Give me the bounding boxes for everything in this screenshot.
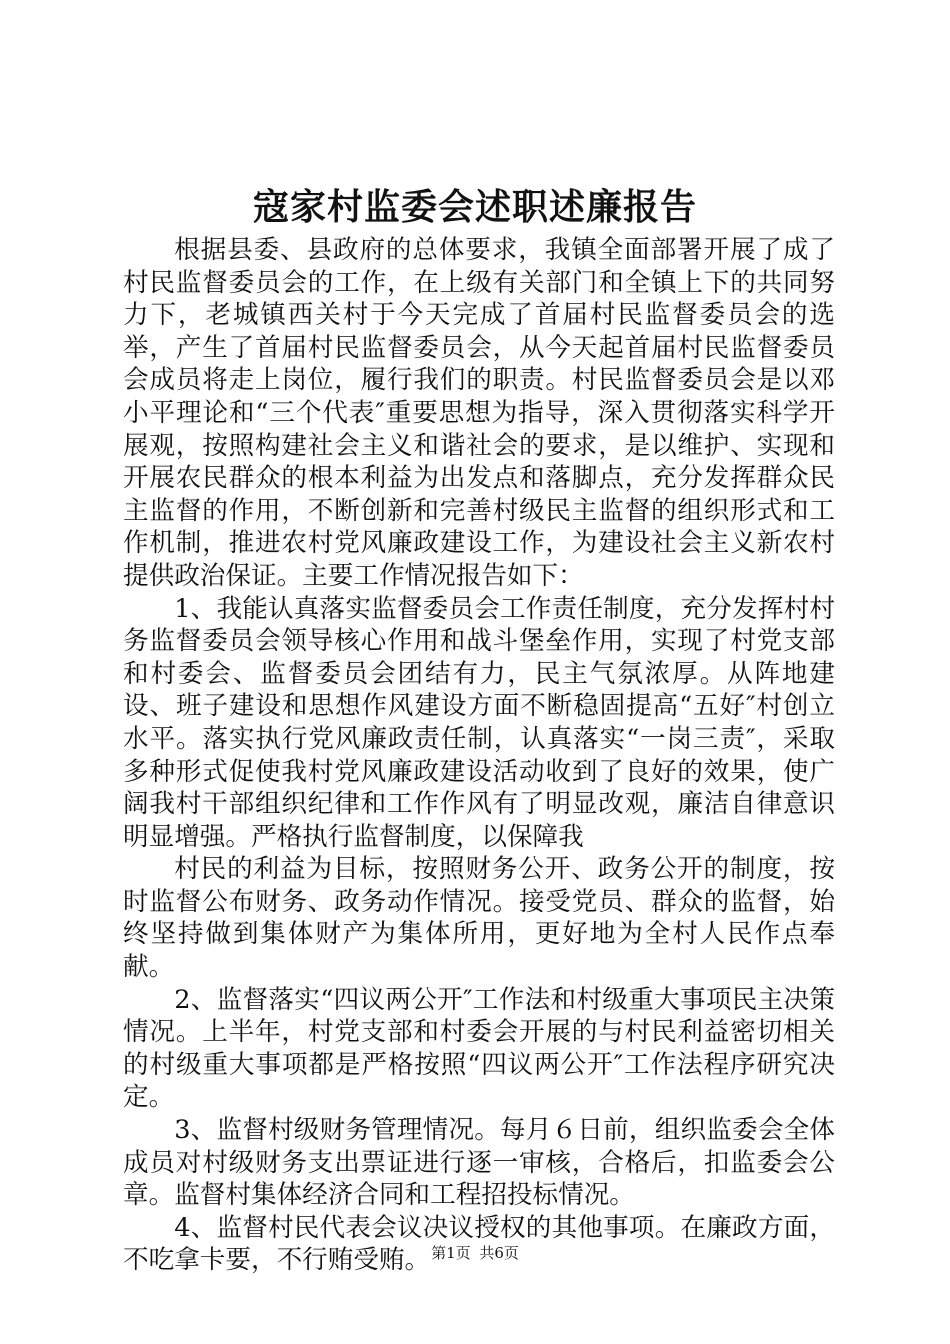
paragraph-item-4: 4、监督村民代表会议决议授权的其他事项。在廉政方面，不吃拿卡要，不行贿受贿。	[123, 1212, 835, 1276]
paragraph-item-1-continued: 村民的利益为目标，按照财务公开、政务公开的制度，按时监督公布财务、政务动作情况。接受党员、群众的监督，始终坚持做到集体财产为集体所用，更好地为全村人民作点奉献。	[123, 854, 835, 983]
document-body	[123, 234, 835, 1277]
page-number-footer: 第1页 共6页	[431, 1244, 519, 1262]
paragraph-item-3: 3、监督村级财务管理情况。每月６日前，组织监委会全体成员对村级财务支出票证进行逐一审核，合格后，扣监委会公章。监督村集体经济合同和工程招投标情况。	[123, 1115, 835, 1211]
document-title: 寇家村监委会述职述廉报告	[252, 186, 697, 228]
paragraph-intro: 根据县委、县政府的总体要求，我镇全面部署开展了成了村民监督委员会的工作，在上级有关部门和全镇上下的共同努力下，老城镇西关村于今天完成了首届村民监督委员会的选举，产生了首届村民监督委员会，从今天起首届村民监督委员会成员将走上岗位，履行我们的职责。村民监督委员会是以邓小平理论和“三个代表″重要思想为指导，深入贯彻落实科学开展观，按照构建社会主义和谐社会的要求，是以维护、实现和开展农民群众的根本利益为出发点和落脚点，充分发挥群众民主监督的作用，不断创新和完善村级民主监督的组织形式和工作机制，推进农村党风廉政建设工作，为建设社会主义新农村提供政治保证。主要工作情况报告如下：	[123, 235, 835, 591]
paragraph-item-1: 1、我能认真落实监督委员会工作责任制度，充分发挥村村务监督委员会领导核心作用和战斗堡垒作用，实现了村党支部和村委会、监督委员会团结有力，民主气氛浓厚。从阵地建设、班子建设和思想作风建设方面不断稳固提高“五好″村创立水平。落实执行党风廉政责任制，认真落实“一岗三责″，采取多种形式促使我村党风廉政建设活动收到了良好的效果，使广阔我村干部组织纪律和工作作风有了明显改观，廉洁自律意识明显增强。严格执行监督制度，以保障我	[123, 593, 835, 852]
paragraph-item-2: 2、监督落实“四议两公开″工作法和村级重大事项民主决策情况。上半年，村党支部和村委会开展的与村民利益密切相关的村级重大事项都是严格按照“四议两公开″工作法程序研究决定。	[123, 984, 835, 1113]
